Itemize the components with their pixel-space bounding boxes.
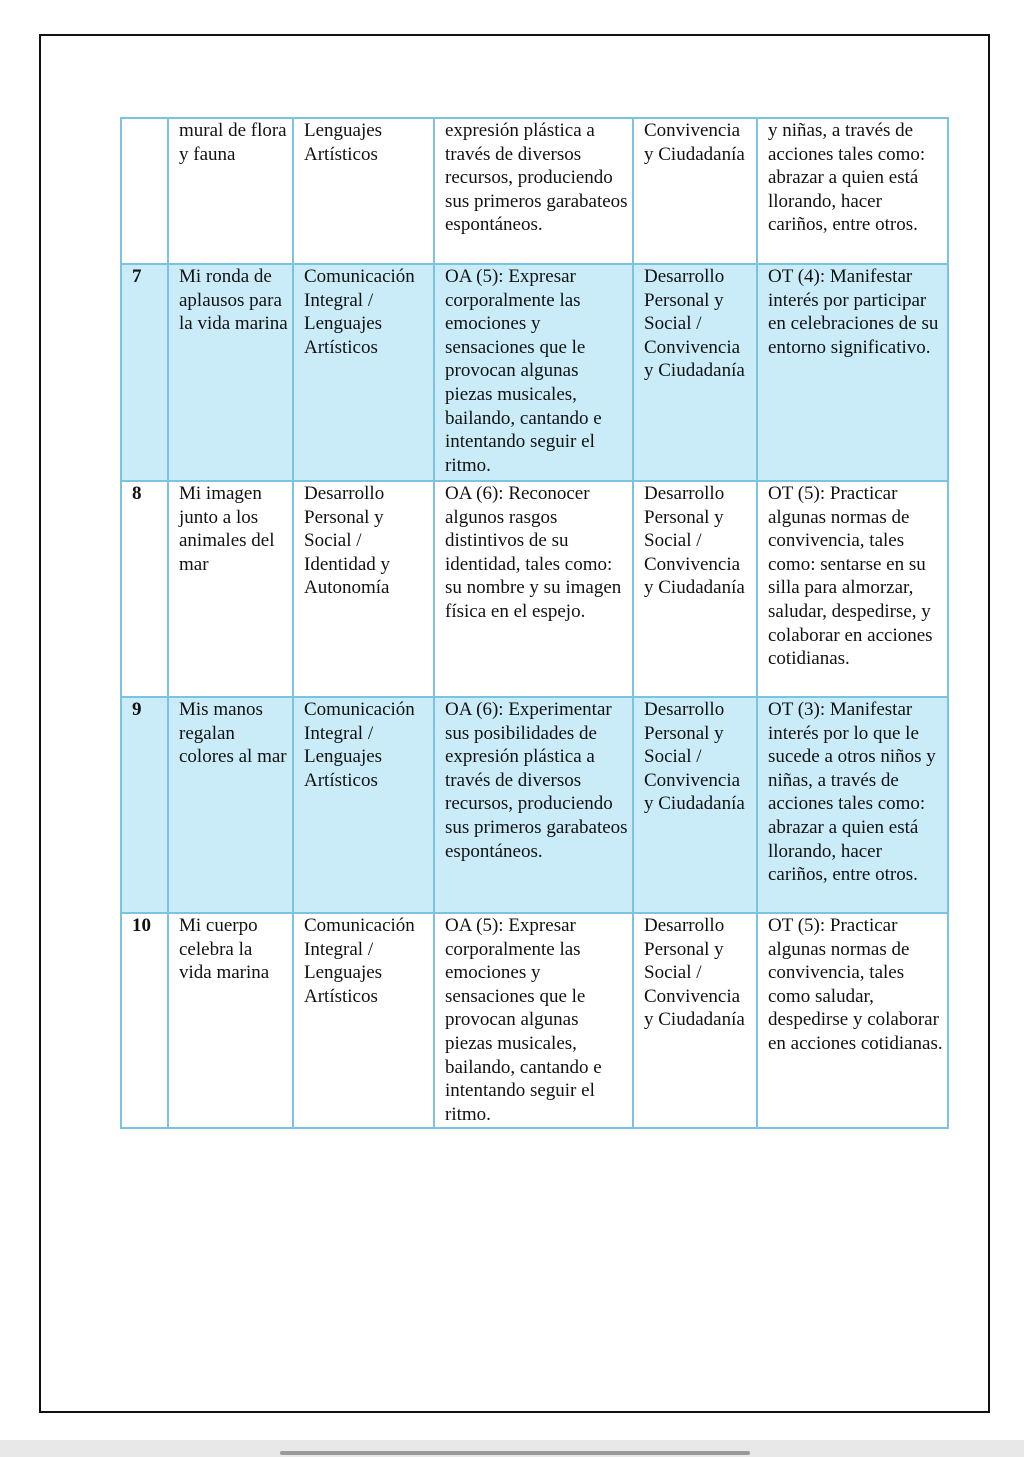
session-number-cell: 8	[121, 481, 168, 697]
nucleus-cell: Comunicación Integral / Lenguajes Artísticos	[293, 913, 434, 1128]
session-number-cell: 7	[121, 264, 168, 481]
objective-cell: OA (5): Expresar corporalmente las emociones y sensaciones que le provocan algunas piezas musicales, bailando, cantando e intentando seguir el ritmo.	[434, 264, 633, 481]
planning-table	[120, 117, 949, 1129]
transversal-objective-cell: y niñas, a través de acciones tales como: abrazar a quien está llorando, hacer cariños, entre otros.	[757, 118, 948, 264]
table-row	[121, 264, 948, 481]
activity-cell: Mi ronda de aplausos para la vida marina	[168, 264, 293, 481]
table-row	[121, 913, 948, 1128]
objective-cell: OA (6): Experimentar sus posibilidades de expresión plástica a través de diversos recursos, produciendo sus primeros garabateos espontáneos.	[434, 697, 633, 913]
objective-cell: OA (5): Expresar corporalmente las emociones y sensaciones que le provocan algunas piezas musicales, bailando, cantando e intentando seguir el ritmo.	[434, 913, 633, 1128]
session-number-cell	[121, 118, 168, 264]
core-cell: Desarrollo Personal y Social / Convivencia y Ciudadanía	[633, 481, 757, 697]
activity-cell: mural de flora y fauna	[168, 118, 293, 264]
transversal-objective-cell: OT (3): Manifestar interés por lo que le sucede a otros niños y niñas, a través de acciones tales como: abrazar a quien está llorando, hacer cariños, entre otros.	[757, 697, 948, 913]
nucleus-cell: Desarrollo Personal y Social / Identidad y Autonomía	[293, 481, 434, 697]
objective-cell: OA (6): Reconocer algunos rasgos distintivos de su identidad, tales como: su nombre y su imagen física en el espejo.	[434, 481, 633, 697]
scroll-handle[interactable]	[280, 1451, 750, 1455]
table-row	[121, 118, 948, 264]
table-row	[121, 697, 948, 913]
core-cell: Desarrollo Personal y Social / Convivencia y Ciudadanía	[633, 264, 757, 481]
transversal-objective-cell: OT (5): Practicar algunas normas de convivencia, tales como: sentarse en su silla para almorzar, saludar, despedirse, y colaborar en acciones cotidianas.	[757, 481, 948, 697]
objective-cell: expresión plástica a través de diversos recursos, produciendo sus primeros garabateos espontáneos.	[434, 118, 633, 264]
nucleus-cell: Comunicación Integral / Lenguajes Artísticos	[293, 264, 434, 481]
core-cell: Desarrollo Personal y Social / Convivencia y Ciudadanía	[633, 913, 757, 1128]
table-row	[121, 481, 948, 697]
session-number-cell: 10	[121, 913, 168, 1128]
nucleus-cell: Lenguajes Artísticos	[293, 118, 434, 264]
core-cell: Convivencia y Ciudadanía	[633, 118, 757, 264]
transversal-objective-cell: OT (4): Manifestar interés por participar en celebraciones de su entorno significativo.	[757, 264, 948, 481]
nucleus-cell: Comunicación Integral / Lenguajes Artísticos	[293, 697, 434, 913]
activity-cell: Mi imagen junto a los animales del mar	[168, 481, 293, 697]
session-number-cell: 9	[121, 697, 168, 913]
transversal-objective-cell: OT (5): Practicar algunas normas de convivencia, tales como saludar, despedirse y colaborar en acciones cotidianas.	[757, 913, 948, 1128]
core-cell: Desarrollo Personal y Social / Convivencia y Ciudadanía	[633, 697, 757, 913]
activity-cell: Mi cuerpo celebra la vida marina	[168, 913, 293, 1128]
activity-cell: Mis manos regalan colores al mar	[168, 697, 293, 913]
